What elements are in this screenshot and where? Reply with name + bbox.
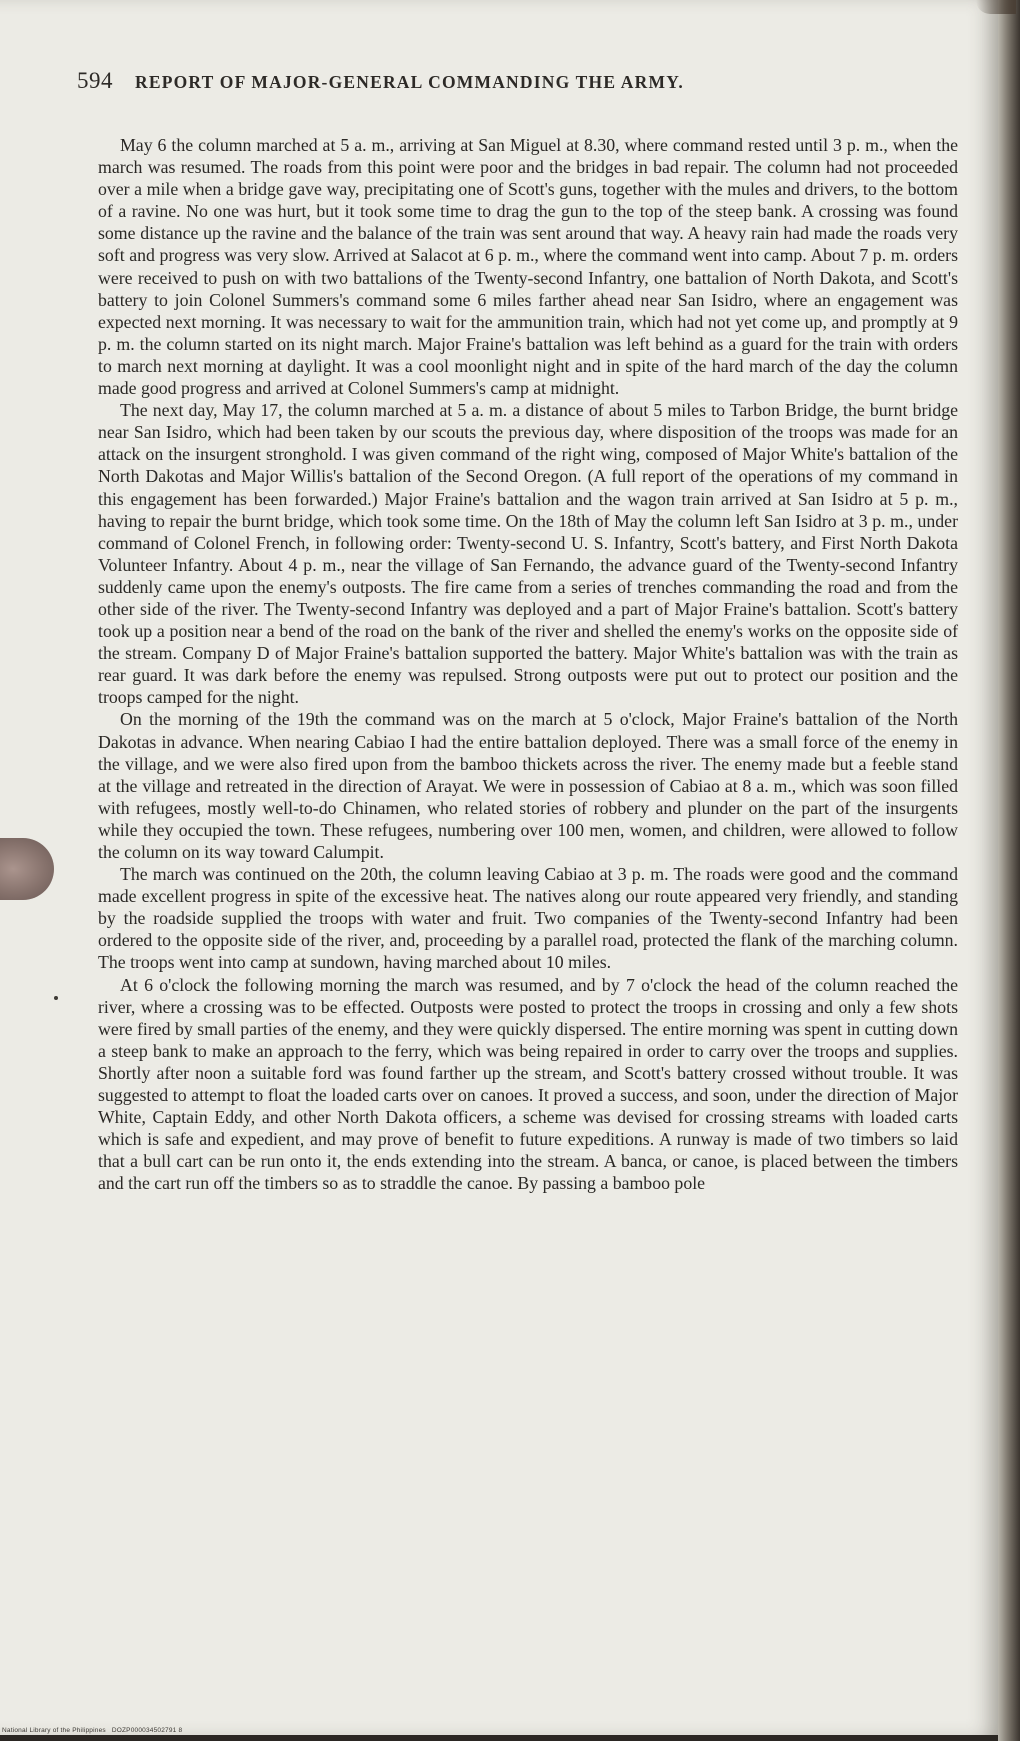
paragraph: The march was continued on the 20th, the column leaving Cabiao at 3 p. m. The roads were good and the command made excellent progress in spite of the excessive heat. The natives along our route appeared very friendly, and standing by the roadside supplied the troops with water and fruit. Two companies of the Twenty-second Infantry had been ordered to the opposite side of the river, and, proceeding by a parallel road, protected the flank of the marching column. The troops went into camp at sundown, having marched about 10 miles.	[98, 864, 958, 973]
page-header	[77, 68, 897, 104]
footer-code: DOZP000034502791 8	[111, 1727, 183, 1734]
page-number: 594	[77, 68, 113, 93]
body-text	[98, 134, 958, 1195]
page-edge-shadow	[998, 0, 1020, 1741]
page-corner-mark	[976, 0, 1016, 14]
paragraph: At 6 o'clock the following morning the march was resumed, and by 7 o'clock the head of the column reached the river, where a crossing was to be effected. Outposts were posted to protect the troops in crossing and only a few shots were fired by small parties of the enemy, and they were quickly dispersed. The entire morning was spent in cutting down a steep bank to make an approach to the ferry, which was being repaired in order to carry over the troops and supplies. Shortly after noon a suitable ford was found farther up the stream, and Scott's battery crossed without trouble. It was suggested to attempt to float the loaded carts over on canoes. It proved a success, and soon, under the direction of Major White, Captain Eddy, and other North Dakota officers, a scheme was devised for crossing streams with loaded carts which is safe and expedient, and may prove of benefit to future expeditions. A runway is made of two timbers so laid that a bull cart can be run onto it, the ends extending into the stream. A banca, or canoe, is placed between the timbers and the cart run off the timbers so as to straddle the canoe. By passing a bamboo pole	[98, 974, 958, 1194]
paragraph: The next day, May 17, the column marched at 5 a. m. a distance of about 5 miles to Tarbon Bridge, the burnt bridge near San Isidro, which had been taken by our scouts the previous day, where disposition of the troops was made for an attack on the insurgent stronghold. I was given command of the right wing, composed of Major White's battalion of the North Dakotas and Major Willis's battalion of the Second Oregon. (A full report of the operations of my command in this engagement has been forwarded.) Major Fraine's battalion and the wagon train arrived at San Isidro at 5 p. m., having to repair the burnt bridge, which took some time. On the 18th of May the column left San Isidro at 3 p. m., under command of Colonel French, in following order: Twenty-second U. S. Infantry, Scott's battery, and First North Dakota Volunteer Infantry. About 4 p. m., near the village of San Fernando, the advance guard of the Twenty-second Infantry suddenly came upon the enemy's outposts. The fire came from a series of trenches commanding the road and from the other side of the river. The Twenty-second Infantry was deployed and a part of Major Fraine's battalion. Scott's battery took up a position near a bend of the road on the bank of the river and shelled the enemy's works on the opposite side of the stream. Company D of Major Fraine's battalion supported the battery. Major White's battalion was with the train as rear guard. It was dark before the enemy was repulsed. Strong outposts were put out to protect our position and the troops camped for the night.	[98, 400, 958, 708]
scanner-thumb-shadow	[0, 838, 54, 900]
running-head: REPORT OF MAJOR-GENERAL COMMANDING THE ARMY.	[135, 72, 685, 92]
scan-footer	[2, 1727, 182, 1734]
ink-speck	[54, 996, 58, 1000]
footer-library: National Library of the Philippines	[2, 1727, 106, 1734]
paragraph: May 6 the column marched at 5 a. m., arriving at San Miguel at 8.30, where command rested until 3 p. m., when the march was resumed. The roads from this point were poor and the bridges in bad repair. The column had not proceeded over a mile when a bridge gave way, precipitating one of Scott's guns, together with the mules and drivers, to the bottom of a ravine. No one was hurt, but it took some time to drag the gun to the top of the steep bank. A crossing was found some distance up the ravine and the balance of the train was sent around that way. A heavy rain had made the roads very soft and progress was very slow. Arrived at Salacot at 6 p. m., where the command went into camp. About 7 p. m. orders were received to push on with two battalions of the Twenty-second Infantry, one battalion of North Dakota, and Scott's battery to join Colonel Summers's command some 6 miles farther ahead near San Isidro, where an engagement was expected next morning. It was necessary to wait for the ammunition train, which had not yet come up, and promptly at 9 p. m. the column started on its night march. Major Fraine's battalion was left behind as a guard for the train with orders to march next morning at daylight. It was a cool moonlight night and in spite of the hard march of the day the column made good progress and arrived at Colonel Summers's camp at midnight.	[98, 135, 958, 399]
paragraph: On the morning of the 19th the command was on the march at 5 o'clock, Major Fraine's battalion of the North Dakotas in advance. When nearing Cabiao I had the entire battalion deployed. There was a small force of the enemy in the village, and we were also fired upon from the bamboo thickets across the river. The enemy made but a feeble stand at the village and retreated in the direction of Arayat. We were in possession of Cabiao at 8 a. m., which was soon filled with refugees, mostly well-to-do Chinamen, who related stories of robbery and plunder on the part of the insurgents while they occupied the town. These refugees, numbering over 100 men, women, and children, were allowed to follow the column on its way toward Calumpit.	[98, 709, 958, 862]
